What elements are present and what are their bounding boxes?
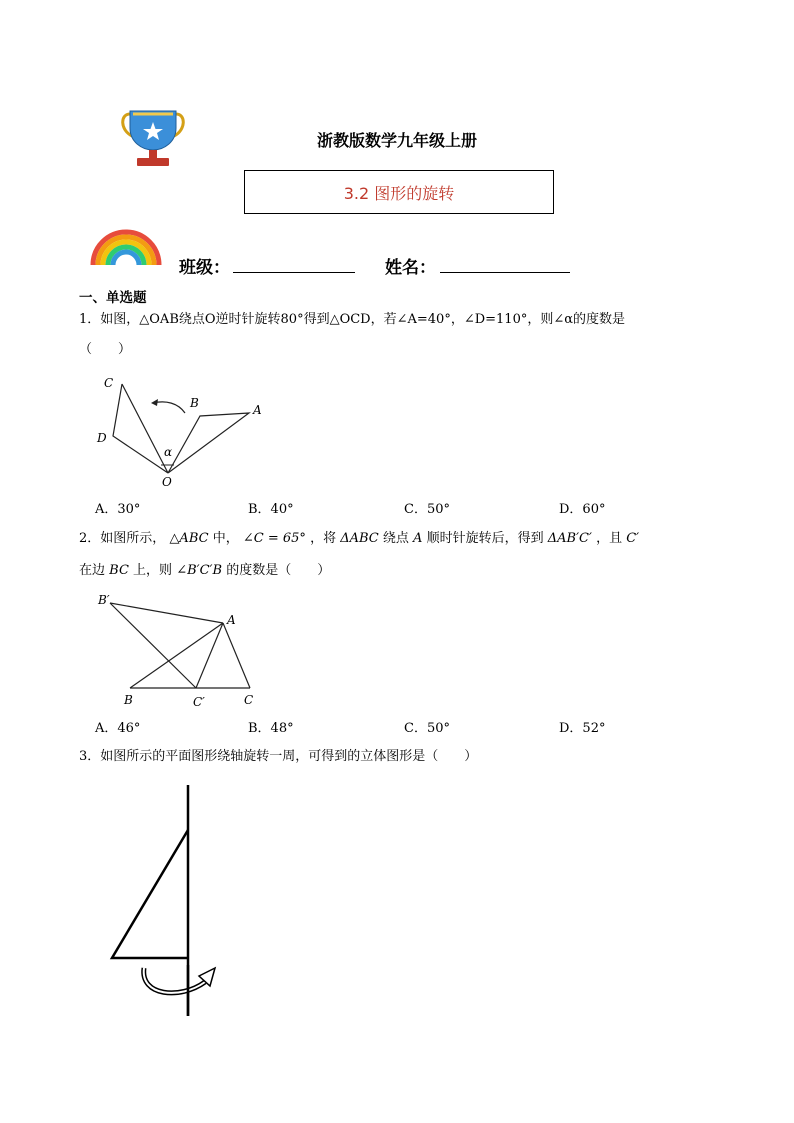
- q2-angle-q: ∠B′C′B: [176, 563, 223, 578]
- q2-label-bp: B′: [98, 593, 110, 607]
- q1-label-d: D: [97, 431, 107, 445]
- name-label: 姓名：: [385, 258, 436, 278]
- question-2-line-2: [79, 561, 719, 581]
- question-3: [79, 747, 719, 767]
- q2-tri: △ABC: [169, 531, 209, 546]
- q2-text-b: 中，: [212, 531, 239, 546]
- question-3-figure: [100, 780, 230, 1020]
- question-1-option-b[interactable]: B．40°: [248, 502, 294, 517]
- question-1-paren: （ ）: [79, 342, 132, 357]
- question-2-option-d[interactable]: D．52°: [559, 721, 606, 736]
- question-1-text: 如图，△OAB绕点O逆时针旋转80°得到△OCD，若∠A=40°，∠D=110°，则∠α的度数是: [100, 312, 626, 327]
- question-2-number: 2．: [79, 531, 101, 546]
- name-input-line[interactable]: [440, 272, 570, 273]
- question-2-option-c[interactable]: C．50°: [404, 721, 450, 736]
- question-1-option-c[interactable]: C．50°: [404, 502, 450, 517]
- q2-label-a: A: [227, 613, 236, 627]
- rainbow-icon: [89, 225, 163, 267]
- q2-text-i: 的度数是（ ）: [226, 563, 331, 578]
- q2-text-c: ，将: [310, 531, 337, 546]
- q1-label-alpha: α: [164, 445, 173, 459]
- question-1-option-d[interactable]: D．60°: [559, 502, 606, 517]
- question-2-option-b[interactable]: B．48°: [248, 721, 294, 736]
- q2-label-cp: C′: [193, 695, 205, 709]
- q2-tri2: ΔABC: [340, 531, 379, 546]
- question-2-figure: [92, 588, 272, 710]
- q2-text-f: ，且: [596, 531, 623, 546]
- question-1-option-a[interactable]: A．30°: [95, 502, 141, 517]
- question-1-number: 1．: [79, 312, 101, 327]
- q1-label-a: A: [253, 403, 262, 417]
- q2-tri3: ΔAB′C′: [547, 531, 592, 546]
- question-2-option-a[interactable]: A．46°: [95, 721, 141, 736]
- q2-text-g: 在边: [79, 563, 106, 578]
- q2-text-e: 顺时针旋转后，得到: [426, 531, 544, 546]
- q2-text-d: 绕点: [382, 531, 409, 546]
- question-1-figure: [90, 372, 280, 494]
- q1-label-o: O: [162, 475, 172, 489]
- section-title: 一、单选题: [79, 290, 147, 306]
- q2-label-c: C: [244, 693, 254, 707]
- q2-text-a: 如图所示，: [100, 531, 166, 546]
- q2-pt-c: C′: [626, 531, 640, 546]
- question-1: [79, 310, 719, 330]
- q2-angle-c: ∠C = 65°: [242, 531, 306, 546]
- class-input-line[interactable]: [233, 272, 355, 273]
- q1-label-c: C: [104, 376, 114, 390]
- page-title: 浙教版数学九年级上册: [316, 131, 477, 150]
- question-2: [79, 529, 719, 549]
- subtitle-box: [244, 170, 554, 214]
- question-3-number: 3．: [79, 749, 101, 764]
- q2-seg-bc: BC: [109, 563, 129, 578]
- subtitle-text: 3.2 图形的旋转: [343, 183, 455, 203]
- q2-text-h: 上，则: [133, 563, 173, 578]
- q2-label-b: B: [124, 693, 133, 707]
- question-3-text: 如图所示的平面图形绕轴旋转一周，可得到的立体图形是（ ）: [100, 749, 478, 764]
- class-label: 班级：: [179, 258, 230, 278]
- q2-pt-a: A: [413, 531, 423, 546]
- q1-label-b: B: [190, 396, 199, 410]
